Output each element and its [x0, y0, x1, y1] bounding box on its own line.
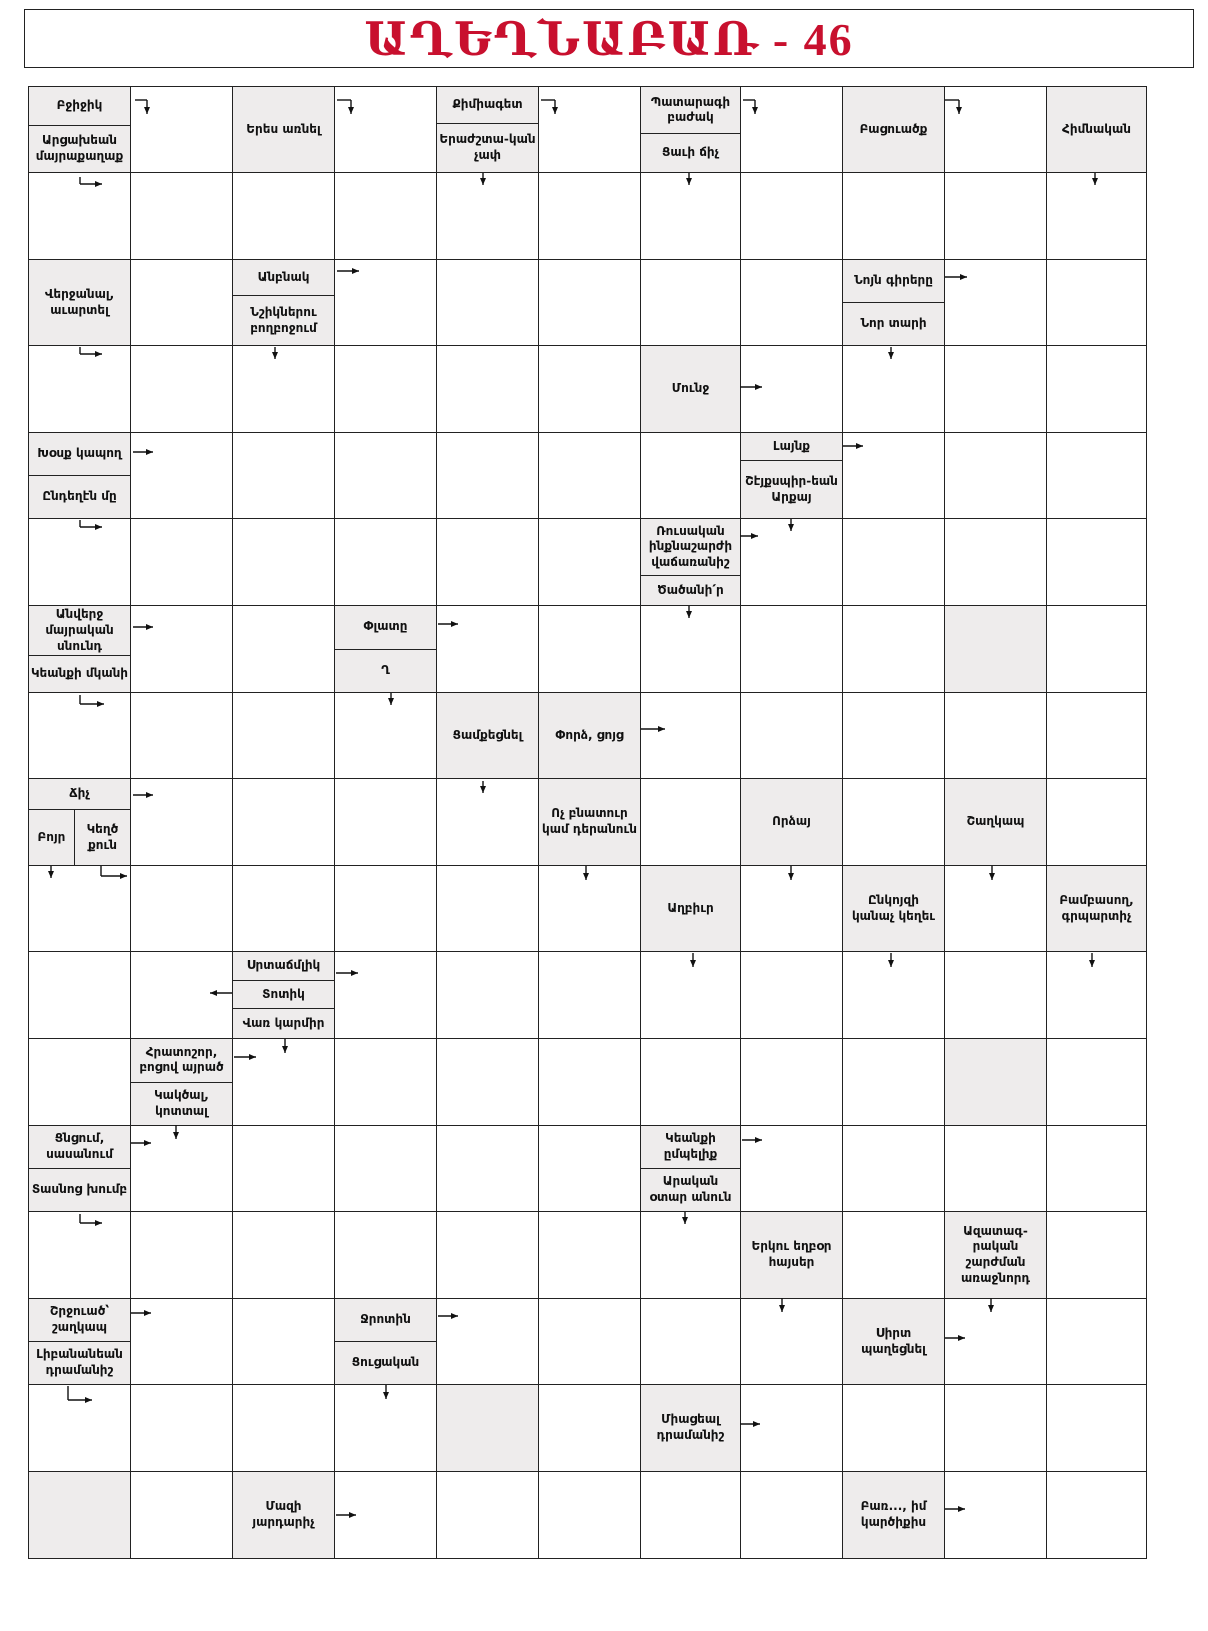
arrow-head [97, 701, 104, 707]
arrow-head [210, 990, 217, 996]
arrow-head [348, 107, 354, 114]
arrow-head [552, 107, 558, 114]
arrow-head [388, 698, 394, 705]
arrow-head [144, 1140, 151, 1146]
clue-r4c7b: Շէյքսպիր-եան Արքայ [740, 460, 843, 519]
clue-r13c7: Երկու եղբօր հայսեր [740, 1211, 843, 1299]
arrow-head [682, 1217, 688, 1224]
arrow-head [779, 1305, 785, 1312]
clue-r16c2: Մազի յարդարիչ [232, 1471, 335, 1559]
clue-r0c2: Երես առնել [232, 86, 335, 173]
clue-r5c6b: Ծածանի՛ր [640, 575, 741, 606]
clue-r11c1b: Կակծալ, կոտտալ [130, 1082, 233, 1127]
arrow-head [451, 1313, 458, 1319]
clue-r6c0b: Կեանքի մկանի [28, 655, 131, 693]
arrow-head [956, 107, 962, 114]
arrow-head [751, 533, 758, 539]
arrow-head [351, 970, 358, 976]
clue-r7c4: Ցամքեցնել [436, 692, 539, 779]
arrow-head [349, 1512, 356, 1518]
arrow-head [85, 1397, 92, 1403]
arrow-head [272, 352, 278, 359]
arrow-head [173, 1132, 179, 1139]
clue-r2c8b: Նոր տարի [842, 302, 945, 346]
arrow-head [888, 352, 894, 359]
clue-r9c6: Աղբիւր [640, 865, 741, 952]
arrow-head [856, 443, 863, 449]
arrow-head [146, 449, 153, 455]
clue-r9c10: Բամբասող, գրպարտիչ [1046, 865, 1147, 952]
arrow-head [989, 873, 995, 880]
arrow-head [48, 871, 54, 878]
arrow-head [95, 181, 102, 187]
arrow-head [383, 1392, 389, 1399]
clue-r12c6a: Կեանքի ըմպելիք [640, 1125, 741, 1169]
clue-r8c9: Շաղկապ [944, 778, 1047, 866]
clue-r8c0a: Ճիչ [28, 778, 131, 810]
clue-r5c6a: Ռուսական ինքնաշարժի վաճառանիշ [640, 518, 741, 576]
clue-r6c3b: Ղ [334, 649, 437, 694]
clue-r9c8: Ընկոյզի կանաչ կեղեւ [842, 865, 945, 952]
clue-r14c0a: Շրջուած՝ շաղկապ [28, 1298, 131, 1342]
arrow-head [282, 1046, 288, 1053]
clue-r0c6a: Պատարագի բաժակ [640, 86, 741, 134]
clue-r12c0b: Տասնոց խումբ [28, 1168, 131, 1212]
arrow-head [352, 268, 359, 274]
arrow-head [583, 873, 589, 880]
clue-r8c0c: Կեղծ քուն [74, 809, 131, 866]
arrow-head [249, 1054, 256, 1060]
clue-r0c6b: Ցաւի ճիչ [640, 133, 741, 173]
clue-r8c7: Որձայ [740, 778, 843, 866]
puzzle-title: ԱՂԵՂՆԱԲԱՌ - 46 [364, 13, 854, 65]
arrow-head [144, 1310, 151, 1316]
clue-r0c4a: Քիմիագետ [436, 86, 539, 124]
arrow-head [146, 792, 153, 798]
clue-r14c3a: Ջրոտին [334, 1298, 437, 1342]
clue-r15c6: Միացեալ դրամանիշ [640, 1384, 741, 1472]
clue-r4c0a: Խօսք կապող [28, 432, 131, 476]
arrow-head [95, 524, 102, 530]
clue-r10c2c: Վառ կարմիր [232, 1008, 335, 1039]
clue-r6c0a: Անվերջ մայրական սնունդ [28, 605, 131, 656]
arrow-head [1092, 178, 1098, 185]
clue-r0c0a: Բջիջիկ [28, 86, 131, 126]
arrow-head [95, 351, 102, 357]
clue-r4c0b: Ընդեղէն մը [28, 475, 131, 519]
clue-r14c8: Սիրտ պաղեցնել [842, 1298, 945, 1385]
arrow-head [95, 1220, 102, 1226]
clue-r0c8: Բացուածք [842, 86, 945, 173]
clue-r2c2b: Նշիկներու բողբոջում [232, 295, 335, 346]
arrow-head [1089, 960, 1095, 967]
arrow-head [788, 873, 794, 880]
clue-r3c6: Մունջ [640, 345, 741, 433]
arrow-head [120, 873, 127, 879]
arrow-head [753, 1421, 760, 1427]
arrow-head [960, 274, 967, 280]
clue-r0c10: Հիմնական [1046, 86, 1147, 173]
clue-r7c5: Փորձ, ցոյց [538, 692, 641, 779]
arrow-head [144, 107, 150, 114]
clue-r11c1a: Հրատոշոր, բոցով այրած [130, 1038, 233, 1083]
arrow-head [755, 384, 762, 390]
clue-r4c7a: Լայնք [740, 432, 843, 461]
clue-r14c0b: Լիբանանեան դրամանիշ [28, 1341, 131, 1385]
clue-r10c2a: Սրտաճմլիկ [232, 951, 335, 981]
clue-r2c8a: Նոյն գիրերը [842, 259, 945, 303]
arrow-head [451, 621, 458, 627]
clue-r2c0: Վերջանալ, աւարտել [28, 259, 131, 346]
clue-r12c6b: Արական օտար անուն [640, 1168, 741, 1212]
arrow-head [686, 178, 692, 185]
arrow-head [958, 1335, 965, 1341]
arrow-head [480, 178, 486, 185]
clue-r0c0b: Արցախեան մայրաքաղաք [28, 125, 131, 173]
clue-r10c2b: Տոտիկ [232, 980, 335, 1010]
clue-r16c8: Բառ..., իմ կարծիքիս [842, 1471, 945, 1559]
arrow-head [788, 524, 794, 531]
arrow-head [480, 786, 486, 793]
arrow-head [755, 1137, 762, 1143]
arrow-head [690, 960, 696, 967]
arrow-head [988, 1305, 994, 1312]
clue-r8c5: Ոչ բնատուր կամ դերանուն [538, 778, 641, 866]
arrow-head [686, 611, 692, 618]
clue-r6c3a: Փլատը [334, 605, 437, 650]
arrow-head [146, 624, 153, 630]
arrow-head [888, 960, 894, 967]
clue-r8c0b: Բոյր [28, 809, 75, 866]
clue-r0c4b: Երաժշտա-կան չափ [436, 123, 539, 173]
clue-r2c2a: Անբնակ [232, 259, 335, 296]
arrow-head [658, 726, 665, 732]
arrow-head [958, 1506, 965, 1512]
clue-r12c0a: Ցնցում, սասանում [28, 1125, 131, 1169]
clue-r14c3b: Ցուցական [334, 1341, 437, 1385]
arrow-head [752, 107, 758, 114]
clue-r13c9: Ազատագ-րական շարժման առաջնորդ [944, 1211, 1047, 1299]
